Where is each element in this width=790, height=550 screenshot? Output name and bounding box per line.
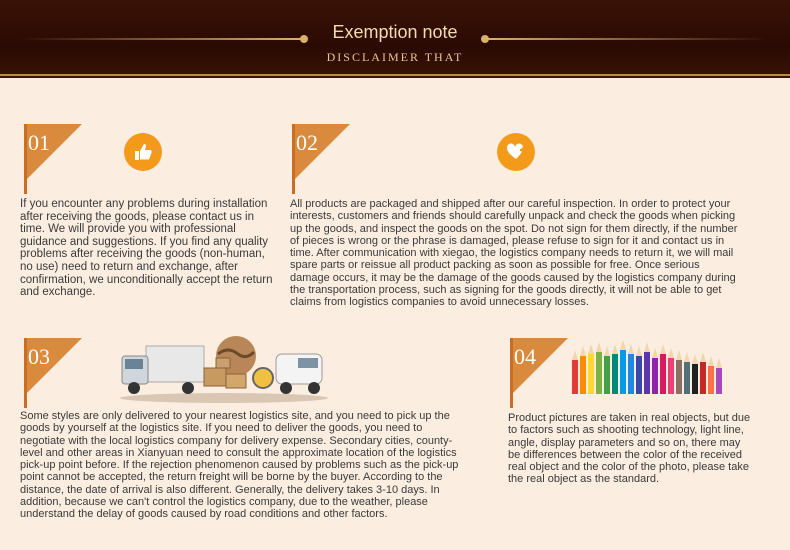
section-text-04: Product pictures are taken in real objects, but due to factors such as shooting technology, light line, angle, display parameters and so on, there may be differences between the color of the received real object and the color of the photo, please take the real object as the standard. [508,412,751,486]
section-number-01: 01 [24,124,82,182]
thumbs-up-icon [124,133,162,171]
page-subtitle: DISCLAIMER THAT [326,50,464,64]
page-title: Exemption note [332,22,458,42]
colored-pencils-image [570,340,728,396]
section-text-02: All products are packaged and shipped after our careful inspection. In order to protect your interests, customers and friends should carefully unpack and check the goods when picking up the goods, and inspect the goods on the spot. Do not sign for them directly, if the number of pieces is wrong or the phrase is damaged, please refuse to sign for it and contact us in time. After communication with xiegao, the logistics company needs to return it, we will mail spare parts or reissue all product packing as soon as possible for free. Once serious damage occurs, it may be the damage of the goods caused by the logistics company during the transportation process, such as signing for the goods directly, it will not be able to get claims from logistics companies to avoid unnecessary losses. [290,198,738,309]
section-text-01: If you encounter any problems during installation after receiving the goods, please contact us in time. We will provide you with professional guidance and suggestions. If you find any quality problems after receiving the goods (non-human, no use) need to return and exchange, after confirmation, we unconditionally accept the return and exchange. [20,198,273,299]
section-number-02: 02 [292,124,350,182]
header-banner [0,0,790,78]
heart-plus-icon [497,133,535,171]
section-number-03: 03 [24,338,82,396]
section-text-03: Some styles are only delivered to your nearest logistics site, and you need to pick up the goods by yourself at the logistics site. If you need to deliver the goods, you need to negotiate with the local logistics company for delivery expense. Secondary cities, county-level and other areas in Xianyuan need to consult the approximate location of the logistics pick-up point before. If the rejection phenomenon caused by problems such as the pick-up point cannot be accepted, the return freight will be borne by the buyer. According to the distance, the date of arrival is also different. Generally, the delivery takes 3-10 days. In addition, because we can't control the logistics company, due to the weather, please understand the delay of goods caused by road conditions and other factors. [20,410,459,521]
logistics-trucks-image [118,334,330,404]
header-bottom-rule [0,74,790,76]
section-number-04: 04 [510,338,568,396]
